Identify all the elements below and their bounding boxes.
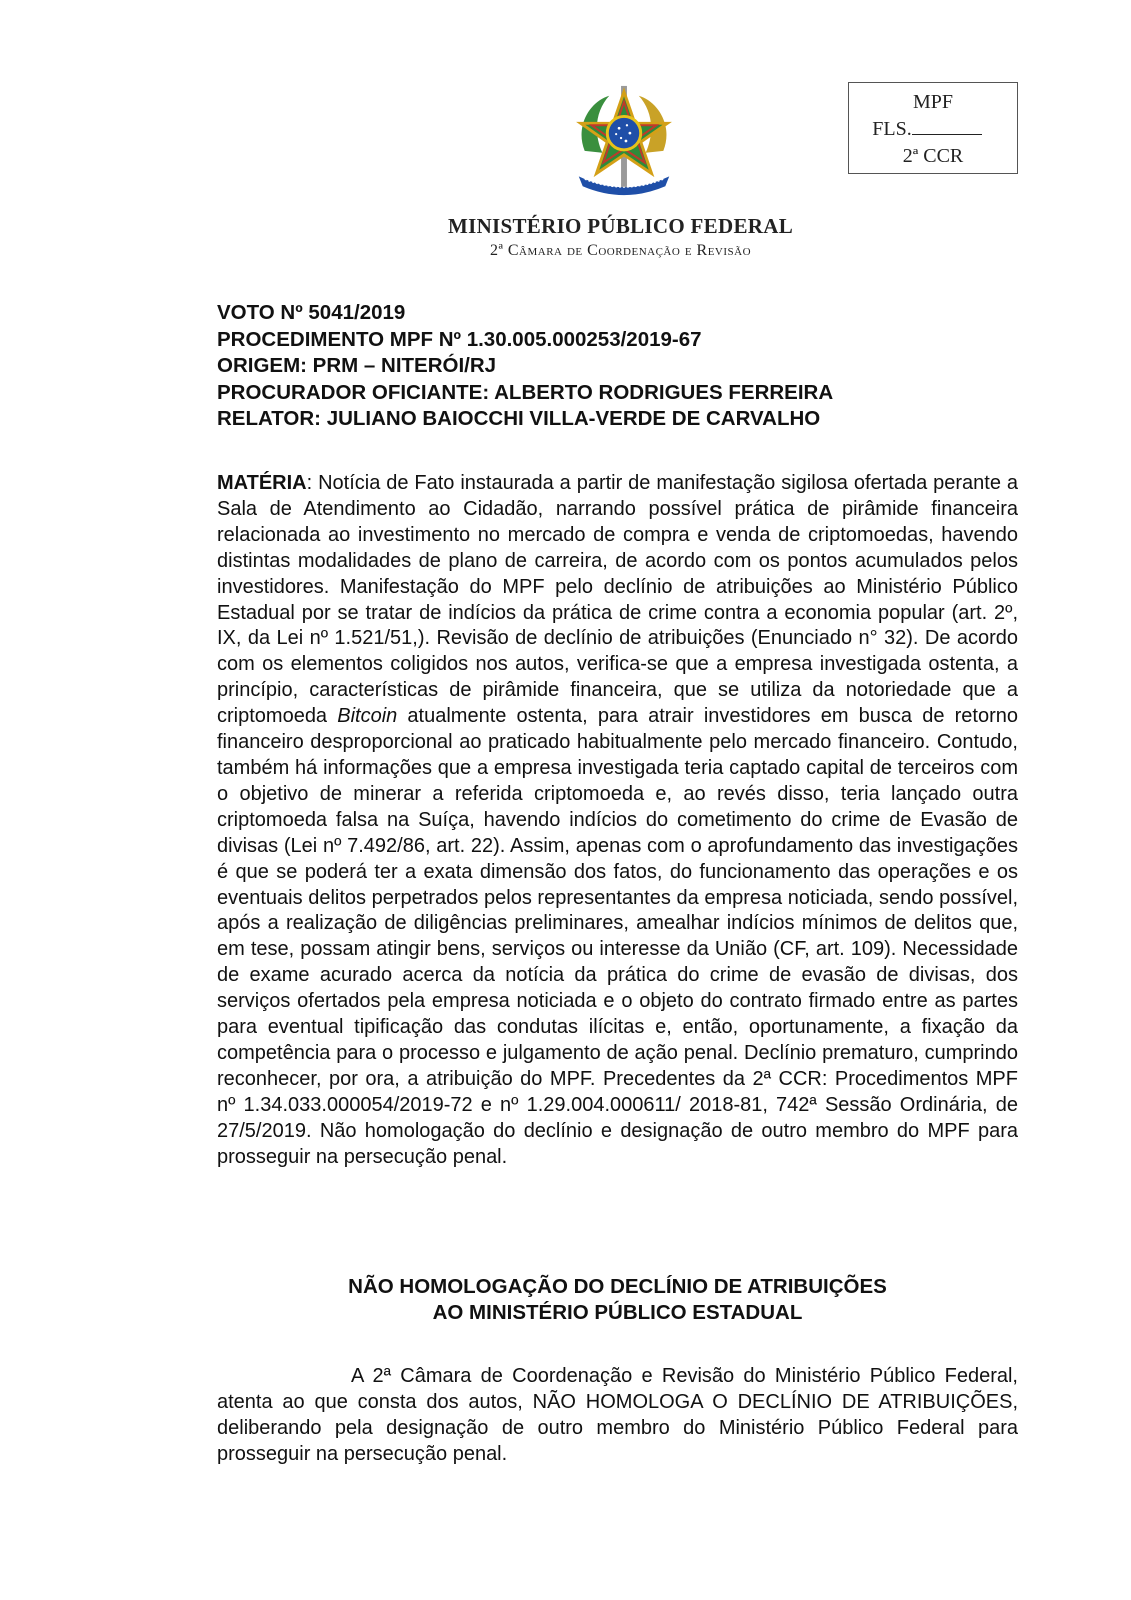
- stamp-fls: [843, 116, 1011, 143]
- page-stamp: [848, 82, 1018, 174]
- materia-text-1: : Notícia de Fato instaurada a partir de manifestação sigilosa ofertada perante a Sala de Atendimento ao Cidadão, narrando possível prática de pirâmide financeira relacionada ao investimento no mercado de compra e venda de criptomoedas, havendo distintas modalidades de plano de carreira, de acordo com os pontos acumulados pelos investidores. Manifestação do MPF pelo declínio de atribuições ao Ministério Público Estadual por se tratar de indícios da prática de crime contra a economia popular (art. 2º, IX, da Lei nº 1.521/51,). Revisão de declínio de atribuições (Enunciado n° 32). De acordo com os elementos coligidos nos autos, verifica-se que a empresa investigada ostenta, a princípio, características de pirâmide financeira, que se utiliza da notoriedade que a criptomoeda: [217, 472, 1018, 728]
- materia-label: MATÉRIA: [217, 472, 307, 494]
- materia-paragraph: [217, 471, 1018, 1170]
- decision-title-line1: NÃO HOMOLOGAÇÃO DO DECLÍNIO DE ATRIBUIÇÕES: [348, 1275, 887, 1298]
- materia-text-2: atualmente ostenta, para atrair investidores em busca de retorno financeiro desproporcional ao praticado habitualmente pelo mercado financeiro. Contudo, também há informações que a empresa investigada teria captado capital de terceiros com o objetivo de minerar a referida criptomoeda e, ao revés disso, teria lançado outra criptomoeda falsa na Suíça, havendo indícios do cometimento do crime de Evasão de divisas (Lei nº 7.492/86, art. 22). Assim, apenas com o aprofundamento das investigações é que se poderá ter a exata dimensão dos fatos, do funcionamento das operações e os eventuais delitos perpetrados pelos representantes da empresa noticiada, sendo possível, após a realização de diligências preliminares, amealhar indícios mínimos de delitos que, em tese, possam atingir bens, serviços ou interesse da União (CF, art. 109). Necessidade de exame acurado acerca da notícia da prática do crime de evasão de divisas, dos serviços ofertados pela empresa noticiada e o objeto do contrato firmado entre as partes para eventual tipificação das condutas ilícitas e, então, oportunamente, a fixação da competência para o processo e julgamento de ação penal. Declínio prematuro, cumprindo reconhecer, por ora, a atribuição do MPF. Precedentes da 2ª CCR: Procedimentos MPF nº 1.34.033.000054/2019-72 e nº 1.29.004.000611/ 2018-81, 742ª Sessão Ordinária, de 27/5/2019. Não homologação do declínio e designação de outro membro do MPF para prosseguir na persecução penal.: [217, 705, 1018, 1168]
- prosecutor: PROCURADOR OFICIANTE: ALBERTO RODRIGUES FERREIRA: [217, 380, 834, 404]
- vote-number: VOTO Nº 5041/2019: [217, 301, 406, 324]
- case-header: [217, 300, 1017, 433]
- stamp-fls-blank: [912, 116, 982, 135]
- decision-paragraph: A 2ª Câmara de Coordenação e Revisão do Ministério Público Federal, atenta ao que consta dos autos, NÃO HOMOLOGA O DECLÍNIO DE ATRIBUIÇÕES, deliberando pela designação de outro membro do Ministério Público Federal para prosseguir na persecução penal.: [217, 1365, 1018, 1465]
- decision-title-line2: AO MINISTÉRIO PÚBLICO ESTADUAL: [432, 1301, 803, 1324]
- materia-italic-term: Bitcoin: [337, 705, 398, 728]
- decision-title: [217, 1274, 1018, 1326]
- stamp-mpf: MPF: [912, 91, 954, 113]
- stamp-fls-label: FLS.: [872, 118, 912, 140]
- procedure-number: PROCEDIMENTO MPF Nº 1.30.005.000253/2019-67: [217, 327, 702, 351]
- coat-of-arms-of-brazil-icon: [565, 82, 683, 200]
- origin: ORIGEM: PRM – NITERÓI/RJ: [217, 354, 497, 377]
- department-name: 2ª Câmara de Coordenação e Revisão: [489, 242, 752, 259]
- institution-name: MINISTÉRIO PÚBLICO FEDERAL: [447, 214, 794, 238]
- rapporteur: RELATOR: JULIANO BAIOCCHI VILLA-VERDE DE CARVALHO: [217, 407, 821, 430]
- stamp-ccr: 2ª CCR: [902, 145, 964, 167]
